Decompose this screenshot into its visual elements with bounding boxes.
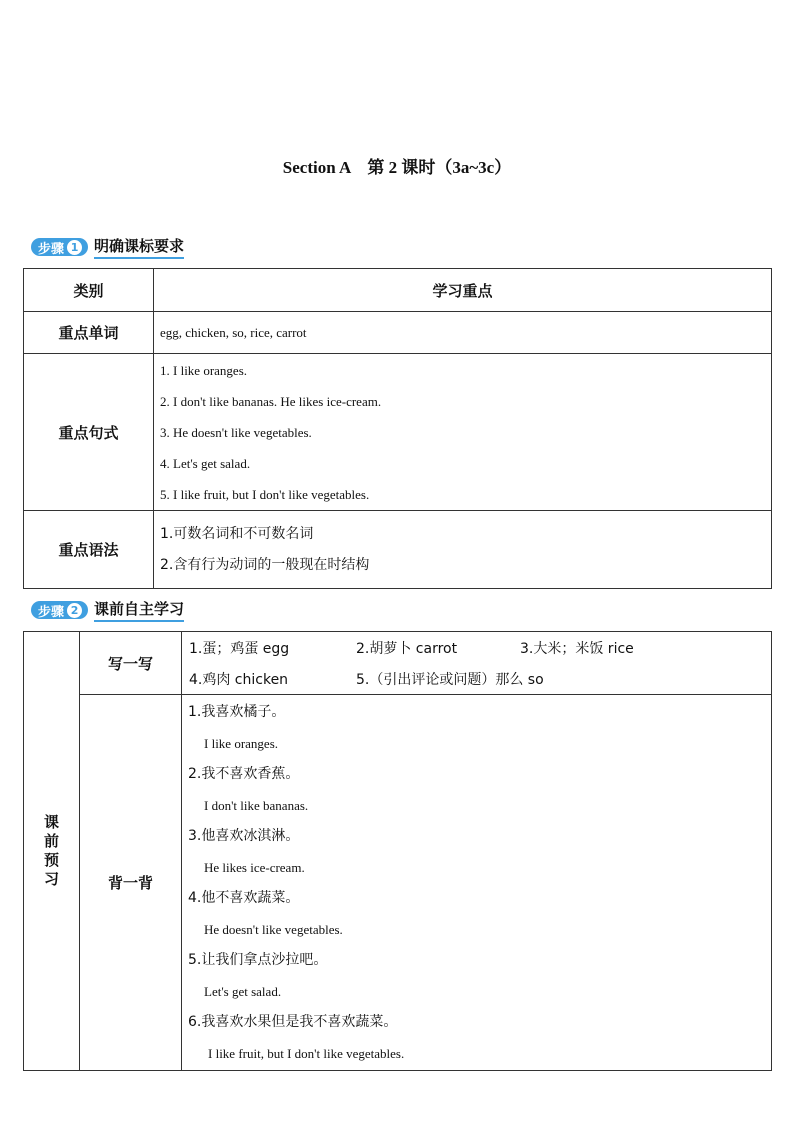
- step-badge-label: 步骤: [38, 604, 65, 620]
- recite-chinese: 6.我喜欢水果但是我不喜欢蔬菜。: [188, 1013, 398, 1030]
- write-line: [182, 663, 771, 694]
- sentence-item: 5. I like fruit, but I don't like vegetables.: [160, 486, 370, 502]
- sentences-content: [154, 354, 772, 511]
- step-number: 1: [67, 240, 82, 255]
- header-category: 类别: [24, 269, 154, 312]
- preview-table: [23, 631, 772, 1071]
- page-title: Section A 第 2 课时（3a~3c）: [282, 158, 512, 177]
- sentence-item: 2. I don't like bananas. He likes ice-cream.: [160, 393, 382, 409]
- word-item: 4.鸡肉 chicken: [189, 671, 289, 688]
- recite-label: 背一背: [80, 695, 182, 1071]
- vocab-row: [24, 312, 772, 354]
- table-header-row: [24, 269, 772, 312]
- grammar-item: 1.可数名词和不可数名词: [160, 525, 314, 542]
- recite-english: I don't like bananas.: [204, 797, 309, 813]
- sentences-label: 重点句式: [24, 354, 154, 511]
- recite-chinese: 4.他不喜欢蔬菜。: [188, 889, 300, 906]
- recite-english: He likes ice-cream.: [204, 859, 305, 875]
- step-badge: [31, 238, 88, 256]
- grammar-content: [154, 511, 772, 589]
- recite-chinese: 3.他喜欢冰淇淋。: [188, 827, 300, 844]
- step-badge-label: 步骤: [38, 241, 65, 257]
- recite-row: [24, 695, 772, 1071]
- grammar-label: 重点语法: [24, 511, 154, 589]
- header-focus: 学习重点: [154, 269, 772, 312]
- recite-chinese: 2.我不喜欢香蕉。: [188, 765, 300, 782]
- sentence-item: 3. He doesn't like vegetables.: [160, 424, 312, 440]
- step-title: 课前自主学习: [94, 598, 184, 622]
- word-item: 1.蛋；鸡蛋 egg: [189, 640, 290, 657]
- recite-english: I like fruit, but I don't like vegetables.: [208, 1045, 405, 1061]
- word-item: 3.大米；米饭 rice: [520, 640, 634, 657]
- grammar-item: 2.含有行为动词的一般现在时结构: [160, 556, 370, 573]
- write-row: [24, 632, 772, 695]
- step-badge: [31, 601, 88, 619]
- write-line: [182, 632, 771, 663]
- recite-english: He doesn't like vegetables.: [204, 921, 343, 937]
- sentence-item: 1. I like oranges.: [160, 362, 248, 378]
- recite-english: Let's get salad.: [204, 983, 282, 999]
- recite-english: I like oranges.: [204, 735, 279, 751]
- recite-chinese: 5.让我们拿点沙拉吧。: [188, 951, 328, 968]
- preview-side-label: 课 前 预 习: [24, 632, 80, 1071]
- step-number: 2: [67, 603, 82, 618]
- sentence-item: 4. Let's get salad.: [160, 455, 251, 471]
- step-title: 明确课标要求: [94, 235, 184, 259]
- vocab-label: 重点单词: [24, 312, 154, 354]
- key-points-table: [23, 268, 772, 589]
- recite-chinese: 1.我喜欢橘子。: [188, 703, 286, 720]
- vocab-content: egg, chicken, so, rice, carrot: [154, 312, 772, 354]
- recite-content: [182, 695, 772, 1071]
- step-2-heading: [31, 599, 184, 621]
- write-label: 写一写: [80, 632, 182, 695]
- grammar-row: [24, 511, 772, 589]
- word-item: 2.胡萝卜 carrot: [356, 640, 458, 657]
- write-content: [182, 632, 772, 695]
- word-item: 5.（引出评论或问题）那么 so: [356, 671, 544, 688]
- step-1-heading: [31, 236, 184, 258]
- sentences-row: [24, 354, 772, 511]
